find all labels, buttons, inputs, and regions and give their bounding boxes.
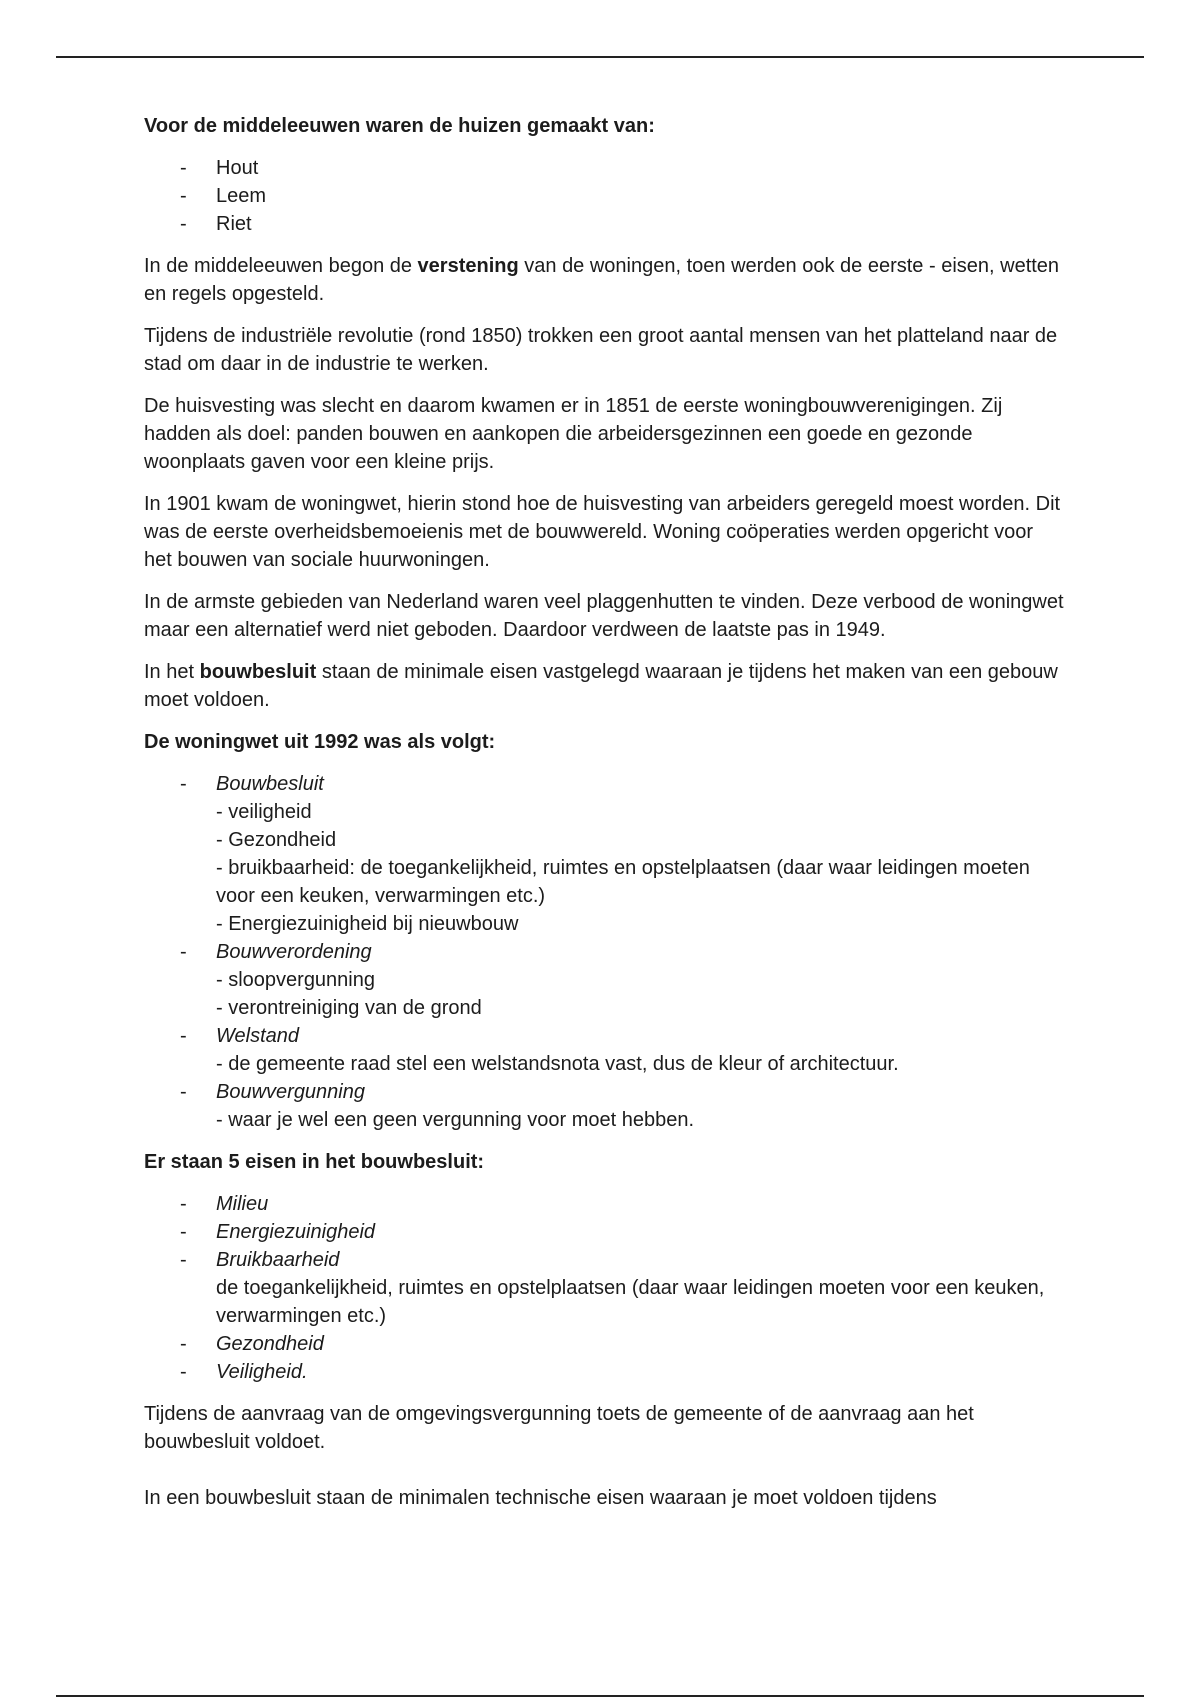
bullet: - [180, 157, 187, 179]
top-rule [56, 56, 1144, 58]
paragraph-industrial-revolution: Tijdens de industriële revolutie (rond 1850) trokken een groot aantal mensen van het platteland naar de stad om daar in de industrie te werken. [144, 325, 1058, 375]
bullet: - [180, 941, 187, 963]
heading-housing-act-1992: De woningwet uit 1992 was als volgt: [144, 731, 496, 753]
paragraph-building-decree: In het bouwbesluit staan de minimale eisen vastgelegd waaraan je tijdens het maken van een gebouw moet voldoen. [144, 661, 1058, 711]
list-item: - Hout [144, 154, 1064, 182]
heading-requirements: Er staan 5 eisen in het bouwbesluit: [144, 1151, 485, 1173]
list-item: - Bouwverordening - sloopvergunning - verontreiniging van de grond [144, 938, 1064, 1022]
list-item: - Leem [144, 182, 1064, 210]
housing-act-list [144, 770, 1064, 1134]
paragraph-sod-huts: In de armste gebieden van Nederland waren veel plaggenhutten te vinden. Deze verbood de woningwet maar een alternatief werd niet geboden. Daardoor verdween de laatste pas in 1949. [144, 591, 1064, 641]
list-item: - Bruikbaarheid de toegankelijkheid, ruimtes en opstelplaatsen (daar waar leidingen moeten voor een keuken, verwarmingen etc.) [144, 1246, 1064, 1330]
list-item: - Milieu [144, 1190, 1064, 1218]
paragraph-permit-check: Tijdens de aanvraag van de omgevingsvergunning toets de gemeente of de aanvraag aan het bouwbesluit voldoet. [144, 1403, 974, 1453]
list-item-title: Bouwverordening [216, 941, 372, 963]
list-item: - Veiligheid. [144, 1358, 1064, 1386]
bold-term: bouwbesluit [199, 661, 317, 683]
bullet: - [180, 185, 187, 207]
requirements-list [144, 1190, 1064, 1386]
list-item: - Riet [144, 210, 1064, 238]
list-item: - Bouwbesluit - veiligheid - Gezondheid - bruikbaarheid: de toegankelijkheid, ruimtes en opstelplaatsen (daar waar leidingen moeten voor een keuken, verwarmingen etc.) - Energiezuinigheid bij nieuwbouw [144, 770, 1064, 938]
document-page [144, 112, 1064, 1526]
list-item-title: Bouwbesluit [216, 773, 324, 795]
paragraph-technical-requirements: In een bouwbesluit staan de minimalen technische eisen waaraan je moet voldoen tijdens [144, 1487, 937, 1509]
bullet: - [180, 1025, 187, 1047]
list-item-title: Welstand [216, 1025, 300, 1047]
bullet: - [180, 1249, 187, 1271]
bold-term: verstening [417, 255, 519, 277]
materials-list [144, 154, 1064, 238]
paragraph-housing-act-1901: In 1901 kwam de woningwet, hierin stond hoe de huisvesting van arbeiders geregeld moest worden. Dit was de eerste overheidsbemoeienis met de bouwwereld. Woning coöperaties werden opgericht voor het bouwen van sociale huurwoningen. [144, 493, 1061, 571]
bullet: - [180, 773, 187, 795]
bullet: - [180, 213, 187, 235]
bullet: - [180, 1333, 187, 1355]
bullet: - [180, 1221, 187, 1243]
paragraph-housing-associations: De huisvesting was slecht en daarom kwamen er in 1851 de eerste woningbouwverenigingen. Zij hadden als doel: panden bouwen en aankopen die arbeidersgezinnen een goede en gezonde woonplaats gaven voor een kleine prijs. [144, 395, 1003, 473]
bullet: - [180, 1081, 187, 1103]
heading-materials: Voor de middeleeuwen waren de huizen gemaakt van: [144, 115, 655, 137]
list-item: - Welstand - de gemeente raad stel een welstandsnota vast, dus de kleur of architectuur. [144, 1022, 1064, 1078]
paragraph-verstening: In de middeleeuwen begon de verstening van de woningen, toen werden ook de eerste - eisen, wetten en regels opgesteld. [144, 255, 1060, 305]
bullet: - [180, 1361, 187, 1383]
list-item-title: Bouwvergunning [216, 1081, 365, 1103]
list-item: - Bouwvergunning - waar je wel een geen vergunning voor moet hebben. [144, 1078, 1064, 1134]
list-item: - Gezondheid [144, 1330, 1064, 1358]
bullet: - [180, 1193, 187, 1215]
list-item: - Energiezuinigheid [144, 1218, 1064, 1246]
bottom-rule [56, 1695, 1144, 1697]
